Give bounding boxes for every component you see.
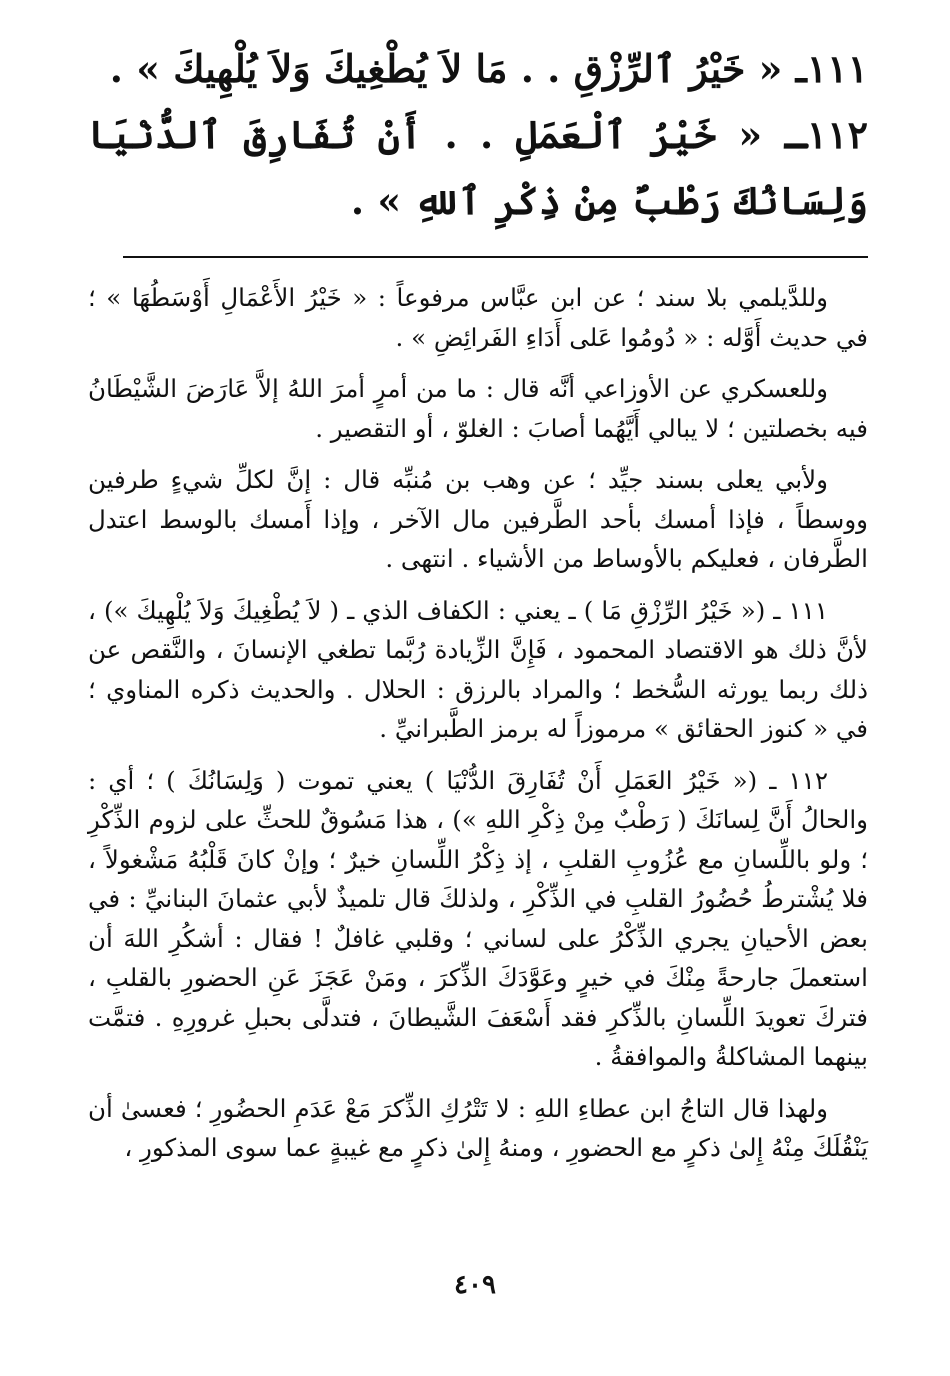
commentary-paragraph-ibn-ataillah: ولهذا قال التاجُ ابن عطاءِ اللهِ : لا تَتْرُكِ الذِّكرَ مَعْ عَدَمِ الحضُورِ ؛ فعسىٰ أن يَنْقُلَكَ مِنْهُ إِلىٰ ذكرٍ مع الحضورِ ، ومنهُ إِلىٰ ذكرٍ مع غيبةٍ عما سوى المذكورِ ، bbox=[88, 1093, 868, 1162]
hadith-111: ١١١ـ « خَيْرُ ٱلرِّزْقِ . . مَا لاَ يُطْغِيكَ وَلاَ يُلْهِيكَ » . bbox=[109, 46, 868, 91]
page-number: ٤٠٩ bbox=[454, 1270, 496, 1300]
commentary-paragraph-112: ١١٢ ـ (« خَيْرُ العَمَلِ أَنْ تُفَارِقَ الدُّنْيَا ) يعني تموت ( وَلِسَانُكَ ) ؛ أي : والحالُ أَنَّ لِسانَكَ ( رَطْبٌ مِنْ ذِكْرِ اللهِ ») ، هذا مَسُوقٌ للحثِّ على لزوم الذِّكْرِ ؛ ولو باللِّسانِ مع عُزُوبِ القلبِ ، إذ ذِكْرُ اللِّسانِ خيرٌ ؛ وإنْ كانَ قَلْبُهُ مَشْغولاً ، فلا يُشْترطُ حُضُورُ القلبِ في الذِّكْرِ ، ولذلكَ قال تلميذٌ لأبي عثمانَ البنانيِّ : في بعض الأحيانِ يجري الذِّكْرُ على لساني ؛ وقلبي غافلٌ ! فقال : أشكُرِ اللهَ أن استعملَ جارحةً مِنْكَ في خيرٍ وعَوَّدَكَ الذِّكرَ ، ومَنْ عَجَزَ عَنِ الحضورِ بالقلبِ ، فتركَ تعويدَ اللِّسانِ بالذِّكرِ فقد أَسْعَفَ الشَّيطانَ ، فتدلَّى بحبلِ غرورِهِ . فتمَّت بينهما المشاكلةُ والموافقةُ . bbox=[88, 765, 868, 1071]
footnote-divider bbox=[123, 256, 868, 258]
commentary-paragraph-111: ١١١ ـ (« خَيْرُ الرِّزْقِ مَا ) ـ يعني : الكفاف الذي ـ ( لاَ يُطْغِيكَ وَلاَ يُلْهِيكَ ») ، لأنَّ ذلك هو الاقتصاد المحمود ، فَإِنَّ الزِّيادة رُبَّما تطغي الإنسانَ ، والنَّقص عن ذلك ربما يورثه السُّخط ؛ والمراد بالرزق : الحلال . والحديث ذكره المناوي ؛ في « كنوز الحقائق » مرموزاً له برمز الطَّبرانيِّ . bbox=[88, 595, 868, 743]
book-page bbox=[88, 36, 868, 1346]
hadith-112: ١١٢ـ « خَيْرُ ٱلْعَمَلِ . . أَنْ تُفَارِقَ ٱلدُّنْيَا وَلِسَانُكَ رَطْبٌ مِنْ ذِكْرِ ٱللهِ » . bbox=[88, 112, 868, 223]
commentary-paragraph-abu-yala: ولأبي يعلى بسند جيِّد ؛ عن وهب بن مُنبِّه قال : إنَّ لكلِّ شيءٍ طرفين ووسطاً ، فإذا أمسك بأحد الطَّرفين مال الآخر ، وإذا أَمسك بالوسط اعتدل الطَّرفان ، فعليكم بالأوساط من الأشياء . انتهى . bbox=[88, 465, 868, 573]
commentary-paragraph-dailami: وللدَّيلمي بلا سند ؛ عن ابن عبَّاس مرفوعاً : « خَيْرُ الأَعْمَالِ أَوْسَطُهَا » ؛ في حديث أَوَّله : « دُومُوا عَلى أَدَاءِ الفَرائِضِ » . bbox=[88, 283, 868, 352]
main-hadith-text bbox=[88, 36, 868, 234]
commentary-paragraph-askari: وللعسكري عن الأوزاعي أنَّه قال : ما من أمرٍ أمرَ اللهُ إلاَّ عَارَضَ الشَّيْطَانُ فيه بخصلتين ؛ لا يبالي أَيَّهُما أصابَ : الغلوّ ، أو التقصير . bbox=[88, 374, 868, 443]
commentary-section bbox=[88, 278, 868, 1168]
